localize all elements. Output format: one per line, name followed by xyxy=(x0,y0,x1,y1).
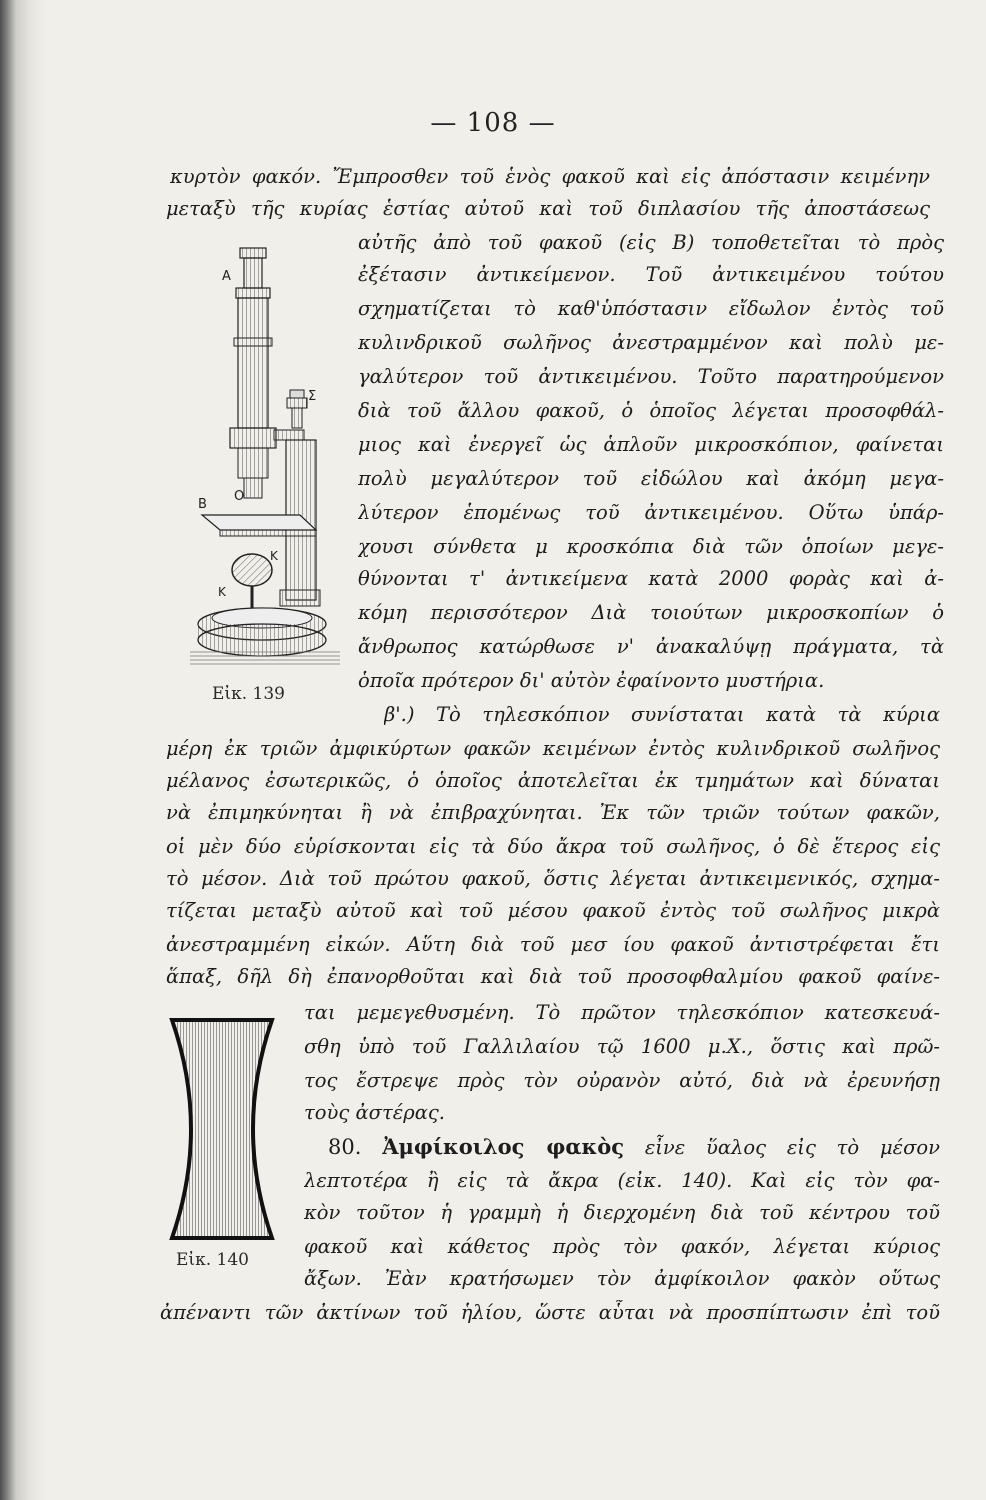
text-line: λεπτοτέρα ἢ εἰς τὰ ἄκρα (εἰκ. 140). Καὶ εἰς τὸν φα- xyxy=(304,1169,940,1192)
text-line: διὰ τοῦ ἄλλου φακοῦ, ὁ ὁποῖος λέγεται προσοφθάλ- xyxy=(358,399,944,422)
text-line: μέλανος ἐσωτερικῶς, ὁ ὁποῖος ἀποτελεῖται ἐκ τμημάτων καὶ δύναται xyxy=(166,769,940,792)
figure-140-caption: Εἰκ. 140 xyxy=(176,1250,249,1270)
text-line: αὐτῆς ἀπὸ τοῦ φακοῦ (εἰς B) τοποθετεῖται τὸ πρὸς xyxy=(358,231,944,254)
text-line: ἀνεστραμμένη εἰκών. Αὕτη διὰ τοῦ μεσ ίου φακοῦ ἀντιστρέφεται ἔτι xyxy=(166,933,940,956)
page-spine-shadow xyxy=(0,0,46,1500)
text-line: ὁποῖα πρότερον δι' αὐτὸν ἐφαίνοντο μυστήρια. xyxy=(358,669,825,692)
label-K-lower: K xyxy=(218,585,226,599)
text-line: β'.) Τὸ τηλεσκόπιον συνίσταται κατὰ τὰ κύρια xyxy=(384,703,940,726)
text-line: ἅπαξ, δῆλ δὴ ἐπανορθοῦται καὶ διὰ τοῦ προσοφθαλμίου φακοῦ φαίνε- xyxy=(166,965,940,988)
text-line: μεταξὺ τῆς κυρίας ἑστίας αὐτοῦ καὶ τοῦ διπλασίου τῆς ἀποστάσεως xyxy=(166,197,930,220)
text-line: τος ἔστρεψε πρὸς τὸν οὐρανὸν αὐτό, διὰ νὰ ἐρευνήσῃ xyxy=(304,1069,940,1092)
text-line: φακοῦ καὶ κάθετος πρὸς τὸν φακόν, λέγεται κύριος xyxy=(304,1235,940,1258)
text-line: τίζεται μεταξὺ αὐτοῦ καὶ τοῦ μέσου φακοῦ ἐντὸς τοῦ σωλῆνος μικρὰ xyxy=(166,899,940,922)
text-line: κυλινδρικοῦ σωλῆνος ἀνεστραμμένον καὶ πολὺ με- xyxy=(358,331,944,354)
figure-139-caption: Εἰκ. 139 xyxy=(212,684,285,704)
text-line: θύνονται τ' ἀντικείμενα κατὰ 2000 φορὰς καὶ ἀ- xyxy=(358,567,944,590)
text-line: οἱ μὲν δύο εὑρίσκονται εἰς τὰ δύο ἄκρα τοῦ σωλῆνος, ὁ δὲ ἕτερος εἰς xyxy=(166,835,940,858)
text-line: χουσι σύνθετα μ κροσκόπια διὰ τῶν ὁποίων μεγε- xyxy=(358,535,944,558)
text-line: ἐξέτασιν ἀντικείμενον. Τοῦ ἀντικειμένου τούτου xyxy=(358,263,944,286)
text-line: ται μεμεγεθυσμένη. Τὸ πρῶτον τηλεσκόπιον κατεσκευά- xyxy=(304,1001,940,1024)
text-line: κὸν τοῦτον ἡ γραμμὴ ἡ διερχομένη διὰ τοῦ κέντρου τοῦ xyxy=(304,1201,940,1224)
text-line: τὸ μέσον. Διὰ τοῦ πρώτου φακοῦ, ὅστις λέγεται ἀντικειμενικός, σχημα- xyxy=(166,867,940,890)
biconcave-lens-figure xyxy=(168,1016,276,1242)
label-A: A xyxy=(222,269,231,284)
text-line: κυρτὸν φακόν. Ἔμπροσθεν τοῦ ἑνὸς φακοῦ καὶ εἰς ἀπόστασιν κειμένην xyxy=(170,165,930,188)
section-80-line xyxy=(328,1134,940,1161)
label-K-upper: K xyxy=(270,549,278,563)
label-sigma: Σ xyxy=(308,389,317,404)
text-line: πολὺ μεγαλύτερον τοῦ εἰδώλου καὶ ἀκόμη μεγα- xyxy=(358,467,944,490)
section-title: Ἀμφίκοιλος φακὸς xyxy=(382,1134,625,1159)
text-line: ἀπέναντι τῶν ἀκτίνων τοῦ ἡλίου, ὥστε αὗται νὰ προσπίπτωσιν ἐπὶ τοῦ xyxy=(160,1301,940,1324)
text-line: μιος καὶ ἐνεργεῖ ὡς ἁπλοῦν μικροσκόπιον, φαίνεται xyxy=(358,433,944,456)
label-B: B xyxy=(198,497,207,512)
text-line: γαλύτερον τοῦ ἀντικειμένου. Τοῦτο παρατηρούμενον xyxy=(358,365,944,388)
text-line: ἄξων. Ἐὰν κρατήσωμεν τὸν ἀμφίκοιλον φακὸν οὕτως xyxy=(304,1267,940,1290)
text-line: νὰ ἐπιμηκύνηται ἢ νὰ ἐπιβραχύνηται. Ἐκ τῶν τριῶν τούτων φακῶν, xyxy=(166,801,940,824)
microscope-figure xyxy=(190,240,340,680)
text-line: τοὺς ἀστέρας. xyxy=(304,1101,445,1124)
section-80-rest: εἶνε ὕαλος εἰς τὸ μέσον xyxy=(644,1136,940,1159)
section-number: 80. xyxy=(328,1135,362,1159)
text-line: κόμη περισσότερον Διὰ τοιούτων μικροσκοπίων ὁ xyxy=(358,601,944,624)
text-line: σθη ὑπὸ τοῦ Γαλλιλαίου τῷ 1600 μ.Χ., ὅστις καὶ πρῶ- xyxy=(304,1035,940,1058)
text-line: λύτερον ἑπομένως τοῦ ἀντικειμένου. Οὕτω ὑπάρ- xyxy=(358,501,944,524)
text-line: σχηματίζεται τὸ καθ'ὑπόστασιν εἴδωλον ἐντὸς τοῦ xyxy=(358,297,944,320)
label-O: Ο xyxy=(234,489,245,504)
text-line: ἄνθρωπος κατώρθωσε ν' ἀνακαλύψῃ πράγματα, τὰ xyxy=(358,635,944,658)
text-line: μέρη ἐκ τριῶν ἀμφικύρτων φακῶν κειμένων ἐντὸς κυλινδρικοῦ σωλῆνος xyxy=(166,737,940,760)
page-number: — 108 — xyxy=(430,108,556,138)
